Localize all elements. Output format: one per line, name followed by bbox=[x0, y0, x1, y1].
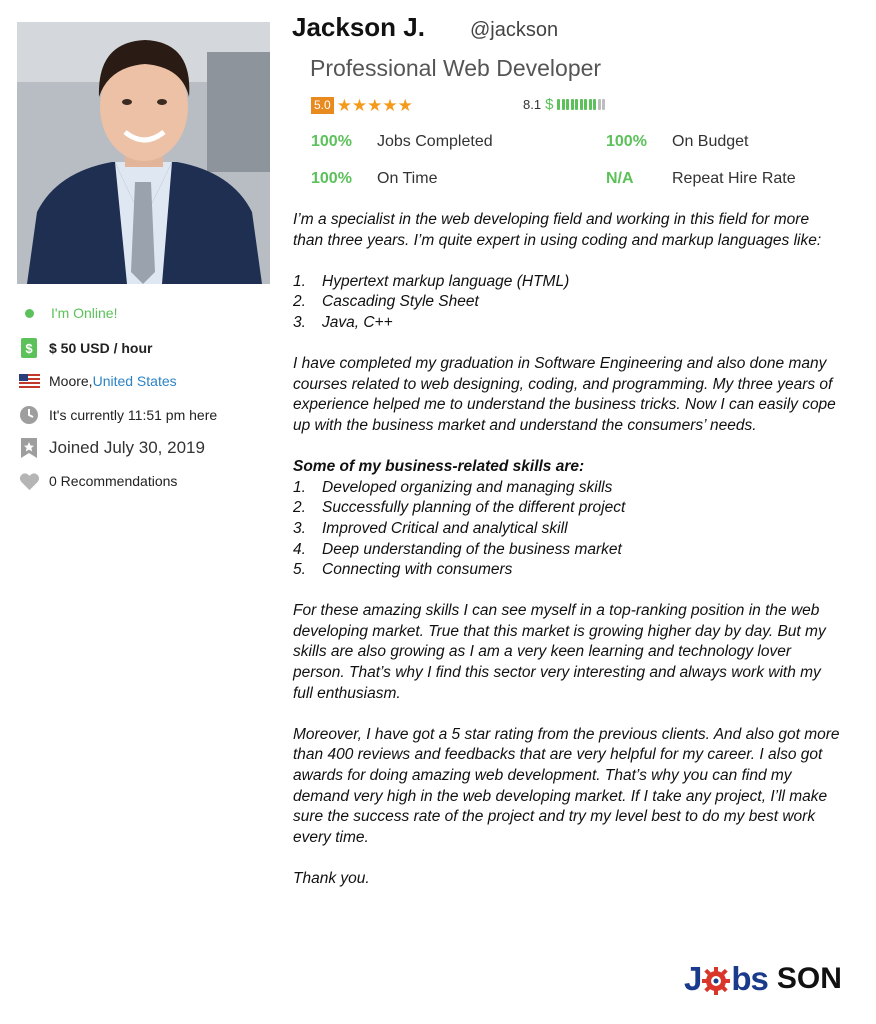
score-bar-segment bbox=[593, 99, 596, 110]
profile-photo bbox=[17, 22, 270, 284]
stat-on-budget-label: On Budget bbox=[672, 133, 749, 150]
list-item: 5. Connecting with consumers bbox=[293, 561, 513, 579]
location bbox=[18, 370, 177, 392]
hourly-rate bbox=[18, 337, 152, 359]
location-city: Moore, bbox=[49, 373, 93, 389]
score-bar-segment bbox=[584, 99, 587, 110]
intro-paragraph: I’m a specialist in the web developing field and working in this field for more than three years. I’m quite expert in using coding and markup languages like: bbox=[293, 211, 822, 249]
dollar-tag-icon: $ bbox=[18, 337, 40, 359]
rate-text: $ 50 USD / hour bbox=[49, 340, 153, 356]
reviews-paragraph: Moreover, I have got a 5 star rating from the previous clients. And also got more than 400 reviews and feedbacks that are very helpful for my career. I also got awards for doing amazing web development. That’s why you can find my demand very high in the web developing market. If I take any project, I’ll make sure the success rate of the project and try my level best to do my best work every time. bbox=[293, 725, 840, 846]
stat-jobs-completed-value: 100% bbox=[311, 133, 352, 150]
rating bbox=[311, 97, 413, 114]
online-dot-icon bbox=[25, 309, 34, 318]
score-bar-segment bbox=[566, 99, 569, 110]
list-item: 4. Deep understanding of the business market bbox=[293, 540, 622, 558]
clock-icon bbox=[18, 404, 40, 426]
profile-description bbox=[293, 210, 841, 890]
score-bar-segment bbox=[557, 99, 560, 110]
closing-text: Thank you. bbox=[293, 870, 370, 887]
profile-handle: @jackson bbox=[470, 19, 559, 41]
stat-on-time-value: 100% bbox=[311, 170, 352, 187]
score-bar-segment bbox=[598, 99, 601, 110]
stat-on-budget-value: 100% bbox=[606, 133, 647, 150]
ribbon-badge-icon bbox=[18, 437, 40, 459]
dollar-icon: $ bbox=[545, 96, 554, 113]
recommendations-text: 0 Recommendations bbox=[49, 473, 178, 489]
market-paragraph: For these amazing skills I can see myself in a top-ranking position in the web developing market. True that this market is growing higher day by day. But my skills are also growing as I am a very keen learning and technology lover person. That’s why I find this sector very interesting and always work with my full enthusiasm. bbox=[293, 602, 826, 702]
list-item: 2. Cascading Style Sheet bbox=[293, 293, 479, 311]
list-item: 1. Hypertext markup language (HTML) bbox=[293, 272, 570, 290]
stat-jobs-completed-label: Jobs Completed bbox=[377, 133, 493, 150]
list-item: 3. Java, C++ bbox=[293, 313, 393, 331]
online-status: I'm Online! bbox=[18, 305, 117, 321]
education-paragraph: I have completed my graduation in Software Engineering and also done many courses related to web designing, coding, and programming. My three years of experience helped me to understand the business tricks. Now I can easily cope up with the business market and understand the consumers’ needs. bbox=[293, 355, 836, 434]
stat-repeat-hire-label: Repeat Hire Rate bbox=[672, 170, 796, 187]
star-rating-icon: ★★★★★ bbox=[336, 96, 413, 115]
score-bar-segment bbox=[562, 99, 565, 110]
score-bar-segment bbox=[571, 99, 574, 110]
stat-on-time-label: On Time bbox=[377, 170, 438, 187]
rating-badge: 5.0 bbox=[311, 97, 334, 114]
score-bar-segment bbox=[580, 99, 583, 110]
gear-icon bbox=[702, 965, 730, 993]
heart-icon bbox=[18, 470, 40, 492]
list-item: 1. Developed organizing and managing skills bbox=[293, 478, 613, 496]
list-item: 2. Successfully planning of the different project bbox=[293, 499, 626, 517]
joined-date bbox=[18, 437, 205, 459]
local-time bbox=[18, 404, 217, 426]
us-flag-icon bbox=[18, 370, 40, 392]
earnings-score-value: 8.1 bbox=[523, 97, 542, 112]
list-item: 3. Improved Critical and analytical skill bbox=[293, 519, 568, 537]
score-bar-segment bbox=[602, 99, 605, 110]
skills-heading: Some of my business-related skills are: bbox=[293, 458, 585, 476]
score-bar-segment bbox=[575, 99, 578, 110]
recommendations bbox=[18, 470, 177, 492]
joined-text: Joined July 30, 2019 bbox=[49, 438, 205, 457]
jobsson-logo: J bs SON bbox=[684, 960, 842, 997]
score-bars bbox=[557, 99, 605, 110]
earnings-score bbox=[523, 96, 605, 113]
profile-name: Jackson J. bbox=[292, 12, 425, 42]
stat-repeat-hire-value: N/A bbox=[606, 170, 634, 187]
location-country-link[interactable]: United States bbox=[92, 373, 177, 389]
profile-title: Professional Web Developer bbox=[310, 55, 602, 81]
local-time-text: It's currently 11:51 pm here bbox=[49, 407, 218, 423]
score-bar-segment bbox=[589, 99, 592, 110]
